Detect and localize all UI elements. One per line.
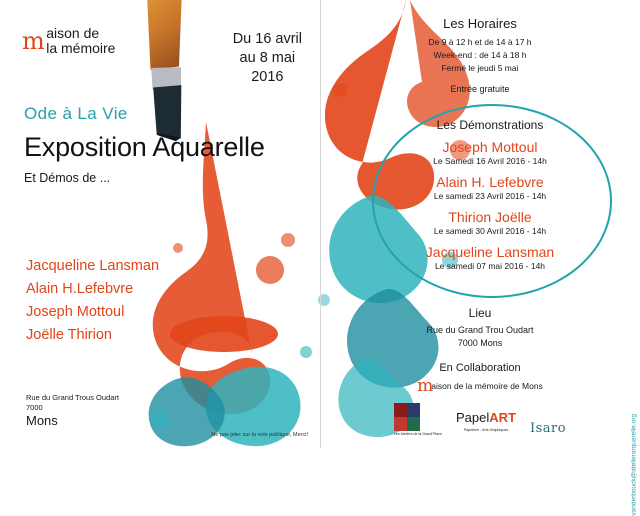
left-panel xyxy=(0,0,320,448)
list-item: Jacqueline Lansman xyxy=(26,258,160,274)
logo-line-2: la mémoire xyxy=(46,40,116,56)
kicker-title: Ode à La Vie xyxy=(24,104,128,123)
demo-date: Le samedi 23 Avril 2016 - 14h xyxy=(433,191,547,201)
venue-address xyxy=(320,324,640,350)
logo-mark: m xyxy=(22,27,45,55)
demonstrations-title: Les Démonstrations xyxy=(436,118,544,132)
main-title: Exposition Aquarelle xyxy=(24,132,265,162)
schedule-line: De 9 à 12 h et de 14 à 17 h xyxy=(428,37,532,47)
legal-disclaimer: Ne pas jeter sur la voie publique, Merci! xyxy=(211,432,308,438)
title-block xyxy=(24,104,265,185)
sponsor-name-part-2: ART xyxy=(489,410,516,425)
collaboration-title: En Collaboration xyxy=(439,362,521,374)
contact-email: vanderbouck@atelierarquarelle.org xyxy=(631,414,638,516)
demo-artist-name: Jacqueline Lansman xyxy=(425,244,555,260)
list-item xyxy=(372,139,608,167)
venue-title: Lieu xyxy=(468,306,492,320)
demo-date: Le samedi 30 Avril 2016 - 14h xyxy=(433,226,547,236)
schedule-lines xyxy=(320,36,640,75)
demo-date: Le samedi 07 mai 2016 - 14h xyxy=(434,261,546,271)
sponsor-caption: Les Ateliers de la Grand'Place xyxy=(393,432,442,436)
right-content xyxy=(320,0,640,516)
subtitle: Et Démos de ... xyxy=(24,171,111,185)
sponsor-name-part-1: Papel xyxy=(455,410,490,425)
list-item: Joseph Mottoul xyxy=(26,304,125,320)
logo-mark: m xyxy=(417,376,434,396)
demo-artist-name: Alain H. Lefebvre xyxy=(436,174,544,190)
list-item xyxy=(372,174,608,202)
schedule-title: Les Horaires xyxy=(443,16,517,31)
sponsor-logos xyxy=(320,403,640,436)
demo-artist-name: Joseph Mottoul xyxy=(442,139,538,155)
schedule-line: Fermé le jeudi 5 mai xyxy=(441,63,519,73)
date-line-2: au 8 mai xyxy=(239,50,296,66)
free-entry-note: Entrée gratuite xyxy=(450,84,510,94)
date-line-1: Du 16 avril xyxy=(232,31,302,47)
sponsor-squares-icon xyxy=(394,403,420,431)
collaboration-logo-text: aison de la mémoire de Mons xyxy=(431,381,543,391)
list-item xyxy=(372,244,608,272)
sponsor-subtitle: Papeterie - Arts Graphiques xyxy=(463,428,509,432)
fold-line xyxy=(320,0,321,448)
sponsor-isaro: Isaro xyxy=(529,421,567,436)
exhibition-dates xyxy=(233,30,302,87)
sponsor-ateliers xyxy=(394,403,442,436)
list-item: Alain H.Lefebvre xyxy=(26,281,134,297)
collaboration-logo xyxy=(320,376,640,396)
demo-date: Le Samedi 16 Avril 2016 - 14h xyxy=(433,156,547,166)
list-item: Joëlle Thirion xyxy=(26,327,112,343)
demo-artist-name: Thirion Joëlle xyxy=(448,209,532,225)
date-line-3: 2016 xyxy=(251,69,284,85)
address-street: Rue du Grand Trous Oudart xyxy=(26,393,119,402)
venue-street: Rue du Grand Trou Oudart xyxy=(426,325,534,335)
schedule-line: Week-end : de 14 à 18 h xyxy=(433,50,527,60)
artists-list xyxy=(26,255,159,347)
sponsor-papelart xyxy=(456,412,516,436)
list-item xyxy=(372,209,608,237)
demonstrations-block xyxy=(372,104,608,294)
address-zip: 7000 xyxy=(26,403,43,412)
logo-line-1: aison de xyxy=(46,25,100,41)
maison-de-la-memoire-logo xyxy=(22,26,115,56)
address-city: Mons xyxy=(26,413,58,428)
venue-city: 7000 Mons xyxy=(457,338,503,348)
right-panel xyxy=(320,0,640,516)
logo-text xyxy=(46,26,115,56)
address-left xyxy=(26,393,119,426)
